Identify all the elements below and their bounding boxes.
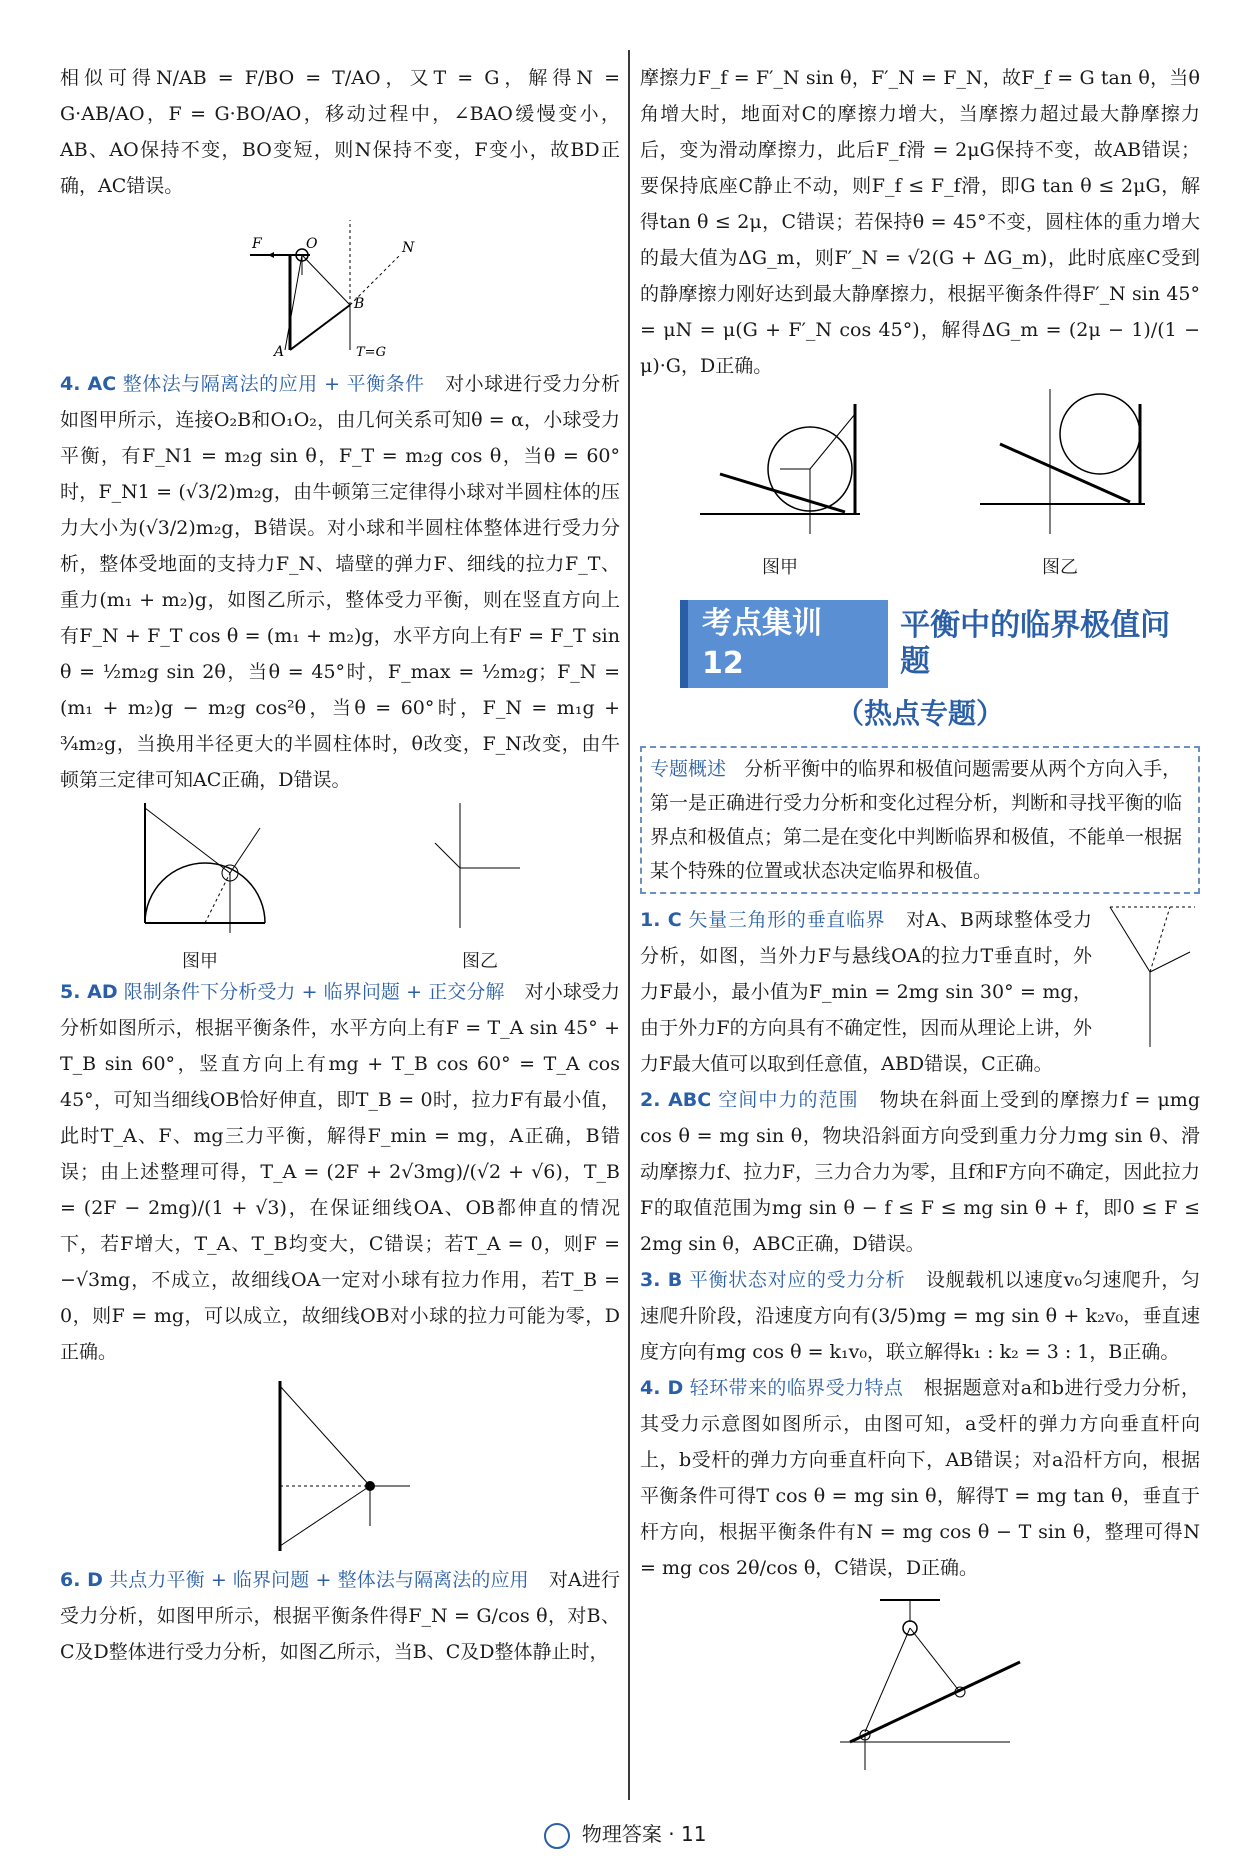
q5-number: 5. AD [60,981,118,1003]
section-tag: 考点集训 12 [680,600,888,688]
label-A: A [274,344,285,360]
q4r-text: 根据题意对a和b进行受力分析，其受力示意图如图所示，由图可知，a受杆的弹力方向垂直杆向上，b受杆的弹力方向垂直杆向下，AB错误；对a沿杆方向，根据平衡条件可得T cos θ = mg sin θ，解得T = mg tan θ，垂直于杆方向，根据平衡条件有N = mg cos θ − T sin θ，整理可得N = mg cos 2θ/cos θ，C错误，D正确。 [640,1377,1200,1579]
rings-on-rod-diagram [800,1592,1040,1772]
vector-triangle-diagram [1100,902,1200,1052]
q1-block [640,902,1200,1082]
wedge-figure-a [680,384,880,580]
overview-label: 专题概述 [650,758,727,780]
q6-paragraph [60,1562,620,1670]
q2-paragraph [640,1082,1200,1262]
q4-topic: 整体法与隔离法的应用 + 平衡条件 [122,373,425,395]
q5-paragraph [60,974,620,1370]
q2-text: 物块在斜面上受到的摩擦力f = μmg cos θ = mg sin θ，物块沿斜面方向受到重力分力mg sin θ、滑动摩擦力f、拉力F，三力合力为零，且f和F方向不确定，因此拉力F的取值范围为mg sin θ − f ≤ F ≤ mg sin θ + f，即0 ≤ F ≤ 2mg sin θ，ABC正确，D错误。 [640,1089,1200,1255]
q4-caption-b: 图乙 [462,951,498,972]
label-N: N [402,240,415,256]
label-B: B [354,296,365,312]
q1-number: 1. C [640,909,682,931]
ball-two-strings-diagram [240,1376,440,1556]
section-title: 平衡中的临界极值问题 [900,608,1171,679]
continuation-paragraph: 摩擦力F_f = F′_N sin θ，F′_N = F_N，故F_f = G tan θ，当θ角增大时，地面对C的摩擦力增大，当摩擦力超过最大静摩擦力后，变为滑动摩擦力，此后F_f滑 = 2μG保持不变，故AB错误；要保持底座C静止不动，则F_f ≤ F_f滑，即G tan θ ≤ 2μG，解得tan θ ≤ 2μ，C错误；若保持θ = 45°不变，圆柱体的重力增大的最大值为ΔG_m，则F′_N = √2(G + ΔG_m)，此时底座C受到的静摩擦力刚好达到最大静摩擦力，根据平衡条件得F′_N sin 45° = μN = μ(G + F′_N cos 45°)，解得ΔG_m = (2μ − 1)/(1 − μ)·G，D正确。 [640,67,1200,377]
page-footer [0,1818,1250,1849]
section-subtitle: （热点专题） [835,697,1004,730]
q6-number: 6. D [60,1569,103,1591]
wedge-caption-b: 图乙 [1042,557,1078,578]
q1-topic: 矢量三角形的垂直临界 [688,909,886,931]
overview-text: 分析平衡中的临界和极值问题需要从两个方向入手，第一是正确进行受力分析和变化过程分析，判断和寻找平衡的临界点和极值点；第二是在变化中判断临界和极值，不能单一根据某个特殊的位置或状态决定临界和极值。 [650,758,1183,882]
left-column [60,60,620,1670]
footer-text: 物理答案 · 11 [581,1822,707,1846]
q3-paragraph [640,1262,1200,1370]
right-column [640,60,1200,1778]
q3-text: 设舰载机以速度v₀匀速爬升，匀速爬升阶段，沿速度方向有(3/5)mg = mg sin θ + k₂v₀，垂直速度方向有mg cos θ = k₁v₀，联立解得k₁ : k₂ = 3 : 1，B正确。 [640,1269,1200,1363]
force-diagram-whole [405,798,555,938]
figure-pulley-diagram [230,210,450,360]
q4-figure-b [405,798,555,974]
book-logo-icon [544,1823,570,1849]
half-cylinder-diagram [125,798,275,938]
q1-text: 对A、B两球整体受力分析，如图，当外力F与悬线OA的拉力T垂直时，外力F最小，最小值为F_min = 2mg sin 30° = mg，由于外力F的方向具有不确定性，因而从理论上讲，外力F最大值可以取到任意值，ABD错误，C正确。 [640,909,1092,1075]
wedge-figures [640,384,1200,580]
intro-paragraph: 相似可得N/AB = F/BO = T/AO，又T = G，解得N = G·AB/AO，F = G·BO/AO，移动过程中，∠BAO缓慢变小，AB、AO保持不变，BO变短，则N保持不变，F变小，故BD正确，AC错误。 [60,67,620,197]
q4-figures [60,798,620,974]
q5-text: 对小球受力分析如图所示，根据平衡条件，水平方向上有F = T_A sin 45° + T_B sin 60°，竖直方向上有mg + T_B cos 60° = T_A cos 45°，可知当细线OB恰好伸直，即T_B = 0时，拉力F有最小值，此时T_A、F、mg三力平衡，解得F_min = mg，A正确，B错误；由上述整理可得，T_A = (2F + 2√3mg)/(√2 + √6)，T_B = (2F − 2mg)/(1 + √3)，在保证细线OA、OB都伸直的情况下，若F增大，T_A、T_B均变大，C错误；若T_A = 0，则F = −√3mg，不成立，故细线OA一定对小球有拉力作用，若T_B = 0，则F = mg，可以成立，故细线OB对小球的拉力可能为零，D正确。 [60,981,620,1363]
q4r-number: 4. D [640,1377,684,1399]
q4-text: 对小球进行受力分析如图甲所示，连接O₂B和O₁O₂，由几何关系可知θ = α，小球受力平衡，有F_N1 = m₂g sin θ，F_T = m₂g cos θ，当θ = 60°时，F_N1 = (√3/2)m₂g，由牛顿第三定律得小球对半圆柱体的压力大小为(√3/2)m₂g，B错误。对小球和半圆柱体整体进行受力分析，整体受地面的支持力F_N、墙壁的弹力F、细线的拉力F_T、重力(m₁ + m₂)g，如图乙所示，整体受力平衡，则在竖直方向上有F_N + F_T cos θ = (m₁ + m₂)g，水平方向上有F = F_T sin θ = ½m₂g sin 2θ，当θ = 45°时，F_max = ½m₂g；F_N = (m₁ + m₂)g − m₂g cos²θ，当θ = 60°时，F_N = m₁g + ¾m₂g，当换用半径更大的半圆柱体时，θ改变，F_N改变，由牛顿第三定律可知AC正确，D错误。 [60,373,621,791]
q2-topic: 空间中力的范围 [718,1089,859,1111]
q4r-paragraph [640,1370,1200,1586]
q6-topic: 共点力平衡 + 临界问题 + 整体法与隔离法的应用 [109,1569,529,1591]
q3-number: 3. B [640,1269,683,1291]
label-F: F [252,236,262,252]
q4-figure-a [125,798,275,974]
label-O: O [306,236,318,252]
q4-number: 4. AC [60,373,117,395]
column-divider [628,50,630,1800]
q6-text: 对A进行受力分析，如图甲所示，根据平衡条件得F_N = G/cos θ，对B、C及D整体进行受力分析，如图乙所示，当B、C及D整体静止时， [60,1569,620,1663]
q4r-topic: 轻环带来的临界受力特点 [689,1377,904,1399]
overview-box [640,746,1200,894]
wedge-forces-diagram [960,384,1160,544]
q2-number: 2. ABC [640,1089,712,1111]
label-T: T=G [356,345,386,360]
section-header [680,600,1200,688]
q4-paragraph [60,366,620,798]
wedge-caption-a: 图甲 [762,557,798,578]
q3-topic: 平衡状态对应的受力分析 [688,1269,906,1291]
wedge-figure-b [960,384,1160,580]
q4-caption-a: 图甲 [182,951,218,972]
q5-topic: 限制条件下分析受力 + 临界问题 + 正交分解 [123,981,505,1003]
cylinder-on-incline-diagram [680,384,880,544]
